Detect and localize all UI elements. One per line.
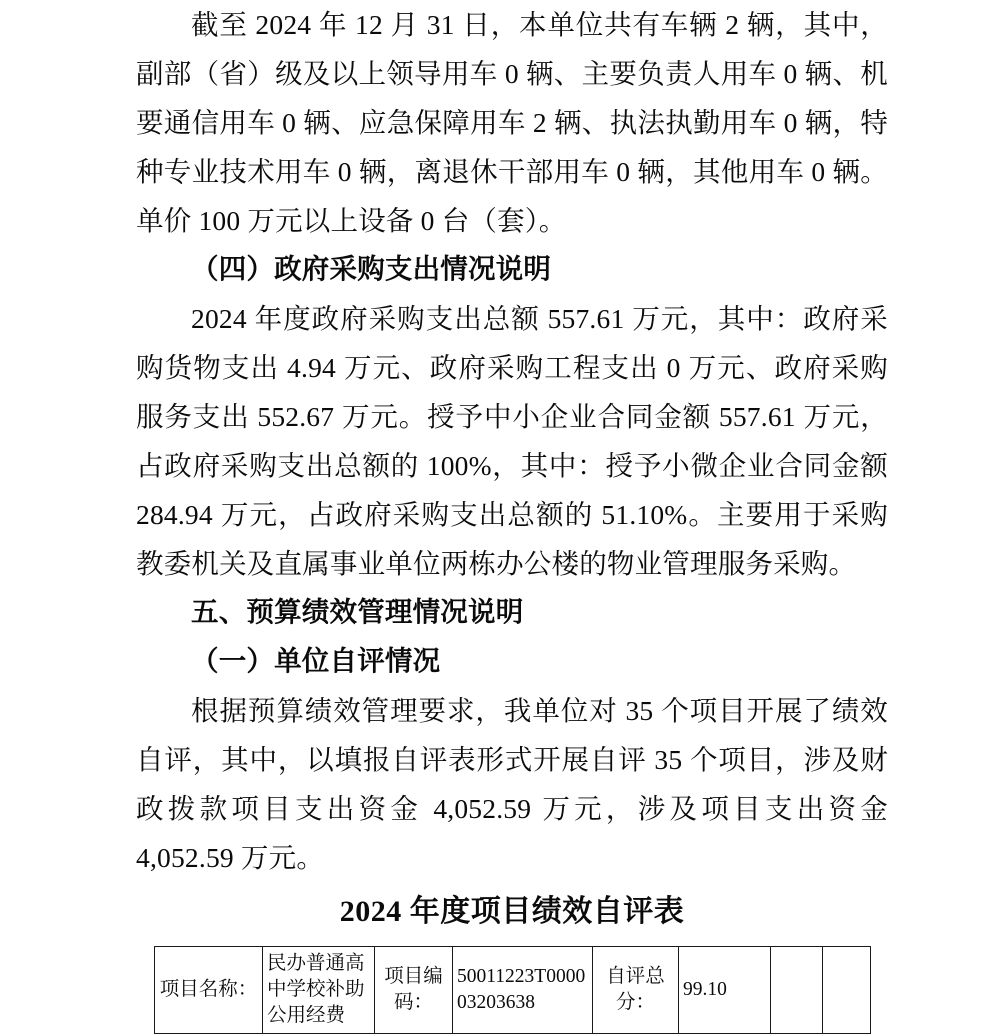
document-body <box>136 0 888 1034</box>
cell-empty-2 <box>823 947 871 1034</box>
cell-value-total-score: 99.10 <box>679 947 771 1034</box>
cell-label-project-code: 项目编码： <box>375 947 453 1034</box>
spacer <box>136 882 888 890</box>
paragraph-self-evaluation-detail: 根据预算绩效管理要求，我单位对 35 个项目开展了绩效自评，其中，以填报自评表形式开展自评 35 个项目，涉及财政拨款项目支出资金 4,052.59 万元，涉及项目支出资金 4,052.59 万元。 <box>136 695 888 873</box>
cell-empty-1 <box>771 947 823 1034</box>
heading-government-procurement: （四）政府采购支出情况说明 <box>191 253 552 285</box>
table-row <box>155 947 871 1034</box>
paragraph-procurement-detail: 2024 年度政府采购支出总额 557.61 万元，其中：政府采购货物支出 4.94 万元、政府采购工程支出 0 万元、政府采购服务支出 552.67 万元。授予中小企业合同金额 557.61 万元，占政府采购支出总额的 100%，其中：授予小微企业合同金额 284.94 万元，占政府采购支出总额的 51.10%。主要用于采购教委机关及直属事业单位两栋办公楼的物业管理服务采购。 <box>136 303 888 579</box>
cell-label-total-score: 自评总分： <box>593 947 679 1034</box>
table-title: 2024 年度项目绩效自评表 <box>339 895 685 928</box>
cell-value-project-name: 民办普通高中学校补助公用经费 <box>263 947 375 1034</box>
performance-self-evaluation-table <box>154 946 871 1034</box>
heading-self-evaluation: （一）单位自评情况 <box>191 645 441 677</box>
paragraph-vehicles: 截至 2024 年 12 月 31 日，本单位共有车辆 2 辆，其中，副部（省）级及以上领导用车 0 辆、主要负责人用车 0 辆、机要通信用车 0 辆、应急保障用车 2 辆、执法执勤用车 0 辆，特种专业技术用车 0 辆，离退休干部用车 0 辆，其他用车 0 辆。单价 100 万元以上设备 0 台（套）。 <box>136 9 888 236</box>
cell-label-project-name: 项目名称： <box>155 947 263 1034</box>
cell-value-project-code: 50011223T000003203638 <box>453 947 593 1034</box>
heading-section-five: 五、预算绩效管理情况说明 <box>191 596 524 628</box>
